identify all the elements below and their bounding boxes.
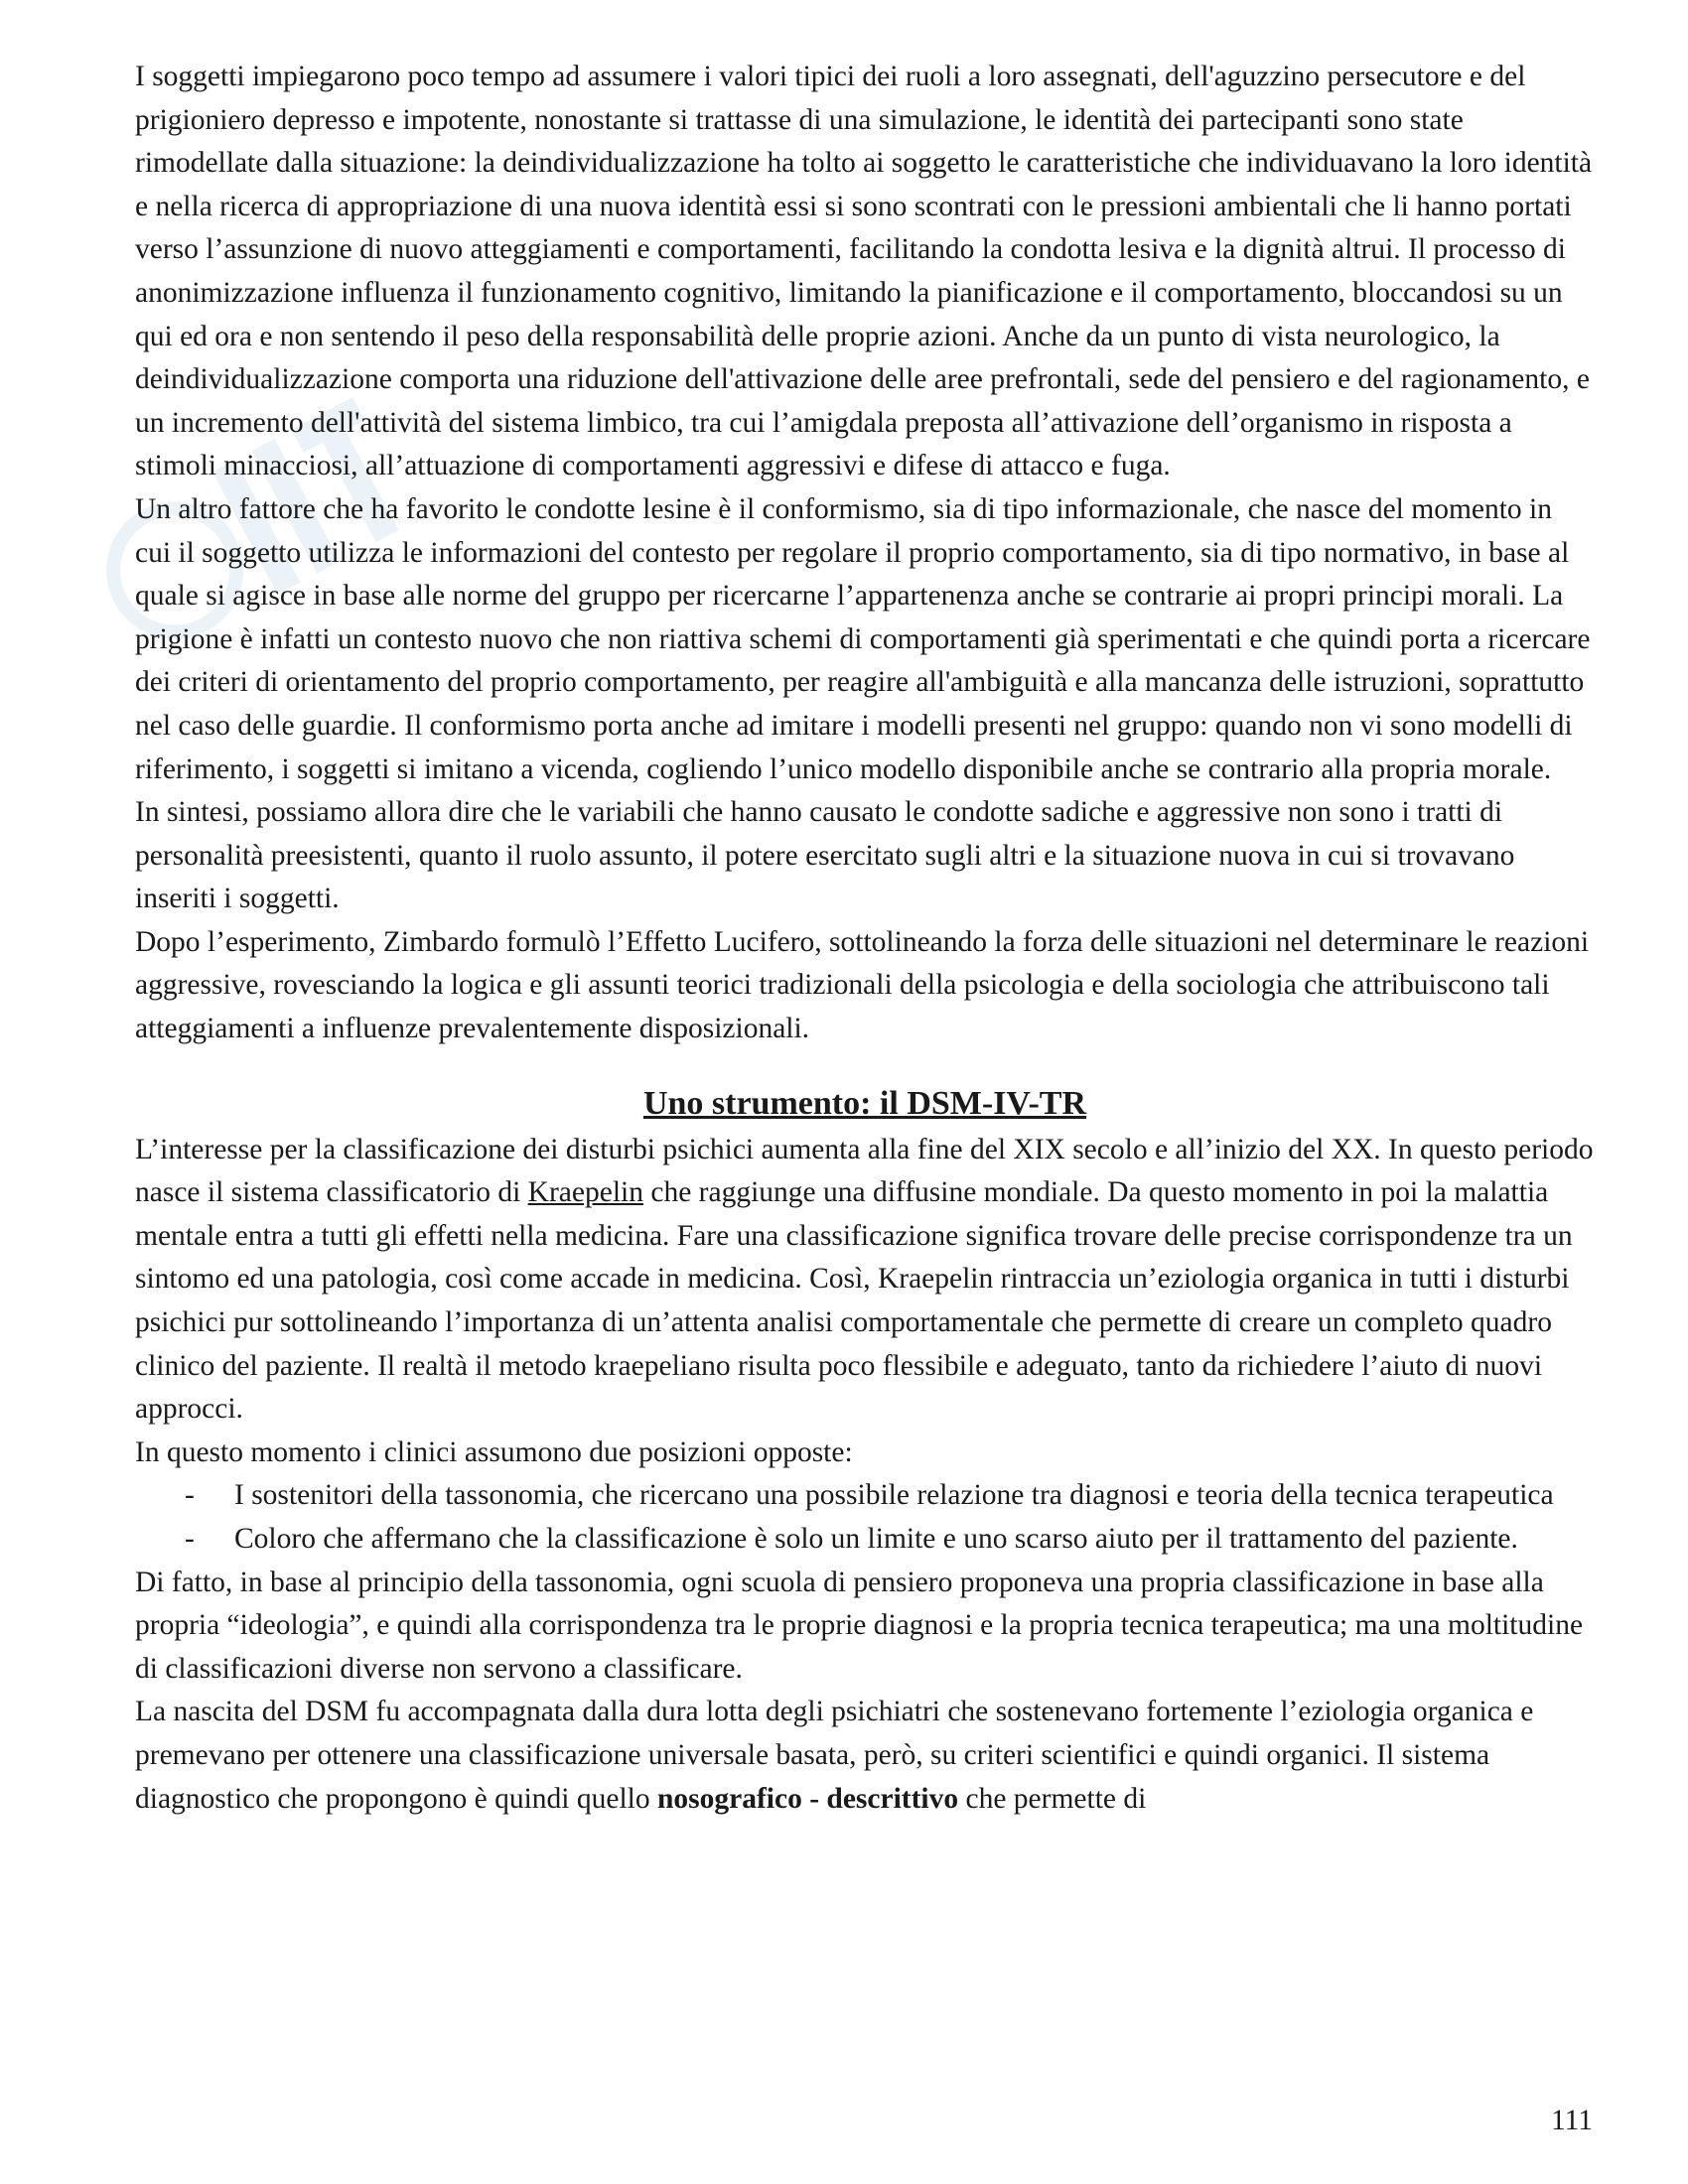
list-item-text: Coloro che affermano che la classificazione è solo un limite e uno scarso aiuto per il trattamento del paziente.: [234, 1523, 1518, 1555]
dsm-history-text-end: che raggiunge una diffusine mondiale. Da questo momento in poi la malattia mentale entra a tutti gli effetti nella medicina. Fare una classificazione significa trovare delle precise corrispondenze tra un sintomo ed una patologia, così come accade in medicina. Così, Kraepelin rintraccia un’eziologia organica in tutti i disturbi psichici pur sottolineando l’importanza di un’attenta analisi comportamentale che permette di creare un completo quadro clinico del paziente. Il realtà il metodo kraepeliano risulta poco flessibile e adeguato, tanto da richiedere l’aiuto di nuovi approcci.: [135, 1176, 1573, 1426]
dash-bullet: -: [185, 1479, 195, 1512]
positions-list: [135, 1474, 1595, 1561]
section-title: Uno strumento: il DSM-IV-TR: [642, 1084, 1087, 1122]
dash-bullet: -: [185, 1523, 195, 1555]
paragraph-conformism: Un altro fattore che ha favorito le condotte lesine è il conformismo, sia di tipo informazionale, che nasce del momento in cui il soggetto utilizza le informazioni del contesto per regolare il proprio comportamento, sia di tipo normativo, in base al quale si agisce in base alle norme del gruppo per ricercarne l’appartenenza anche se contrarie ai propri principi morali. La prigione è infatti un contesto nuovo che non riattiva schemi di comportamenti già sperimentati e che quindi porta a ricercare dei criteri di orientamento del proprio comportamento, per reagire all'ambiguità e alla mancanza delle istruzioni, soprattutto nel caso delle guardie. Il conformismo porta anche ad imitare i modelli presenti nel gruppo: quando non vi sono modelli di riferimento, i soggetti si imitano a vicenda, cogliendo l’unico modello disponibile anche se contrario alla propria morale.: [135, 492, 1591, 785]
nosographic-term: nosografico - descrittivo: [657, 1782, 959, 1815]
document-page: [135, 56, 1595, 1821]
page-number: 111: [1550, 2105, 1593, 2136]
dsm-history-text-start: L’interesse per la classificazione dei disturbi psichici aumenta alla fine del XIX secolo e all’inizio del XX. In questo periodo nasce il sistema classificatorio di: [135, 1133, 1594, 1209]
list-item-text: I sostenitori della tassonomia, che ricercano una possibile relazione tra diagnosi e teoria della tecnica terapeutica: [234, 1479, 1554, 1512]
kraepelin-link-text: Kraepelin: [527, 1176, 643, 1209]
paragraph-deindividuation: I soggetti impiegarono poco tempo ad assumere i valori tipici dei ruoli a loro assegnati, dell'aguzzino persecutore e del prigioniero depresso e impotente, nonostante si trattasse di una simulazione, le identità dei partecipanti sono state rimodellate dalla situazione: la deindividualizzazione ha tolto ai soggetto le caratteristiche che individuavano la loro identità e nella ricerca di appropriazione di una nuova identità essi si sono scontrati con le pressioni ambientali che li hanno portati verso l’assunzione di nuovo atteggiamenti e comportamenti, facilitando la condotta lesiva e la dignità altrui. Il processo di anonimizzazione influenza il funzionamento cognitivo, limitando la pianificazione e il comportamento, bloccandosi su un qui ed ora e non sentendo il peso della responsabilità delle proprie azioni. Anche da un punto di vista neurologico, la deindividualizzazione comporta una riduzione dell'attivazione delle aree prefrontali, sede del pensiero e del ragionamento, e un incremento dell'attività del sistema limbico, tra cui l’amigdala preposta all’attivazione dell’organismo in risposta a stimoli minacciosi, all’attuazione di comportamenti aggressivi e difese di attacco e fuga.: [135, 61, 1593, 482]
dsm-birth-text-start: La nascita del DSM fu accompagnata dalla dura lotta degli psichiatri che sostenevano fortemente l’eziologia organica e premevano per ottenere una classificazione universale basata, però, su criteri scientifici e quindi organici. Il sistema diagnostico che propongono è quindi quello: [135, 1696, 1534, 1815]
paragraph-summary: In sintesi, possiamo allora dire che le variabili che hanno causato le condotte sadiche e aggressive non sono i tratti di personalità preesistenti, quanto il ruolo assunto, il potere esercitato sugli altri e la situazione nuova in cui si trovavano inseriti i soggetti.: [135, 796, 1515, 915]
paragraph-two-positions: In questo momento i clinici assumono due posizioni opposte:: [135, 1435, 853, 1468]
list-item: [135, 1474, 1595, 1518]
paragraph-lucifer-effect: Dopo l’esperimento, Zimbardo formulò l’Effetto Lucifero, sottolineando la forza delle situazioni nel determinare le reazioni aggressive, rovesciando la logica e gli assunti teorici tradizionali della psicologia e della sociologia che attribuiscono tali atteggiamenti a influenze prevalentemente disposizionali.: [135, 925, 1590, 1045]
list-item: [135, 1518, 1595, 1562]
dsm-birth-text-end: che permette di: [958, 1782, 1147, 1815]
paragraph-taxonomy: Di fatto, in base al principio della tassonomia, ogni scuola di pensiero proponeva una propria classificazione in base alla propria “ideologia”, e quindi alla corrispondenza tra le proprie diagnosi e la propria tecnica terapeutica; ma una moltitudine di classificazioni diverse non servono a classificare.: [135, 1566, 1584, 1685]
paragraph-dsm-birth: [135, 1691, 1595, 1821]
paragraph-dsm-history: [135, 1129, 1595, 1432]
